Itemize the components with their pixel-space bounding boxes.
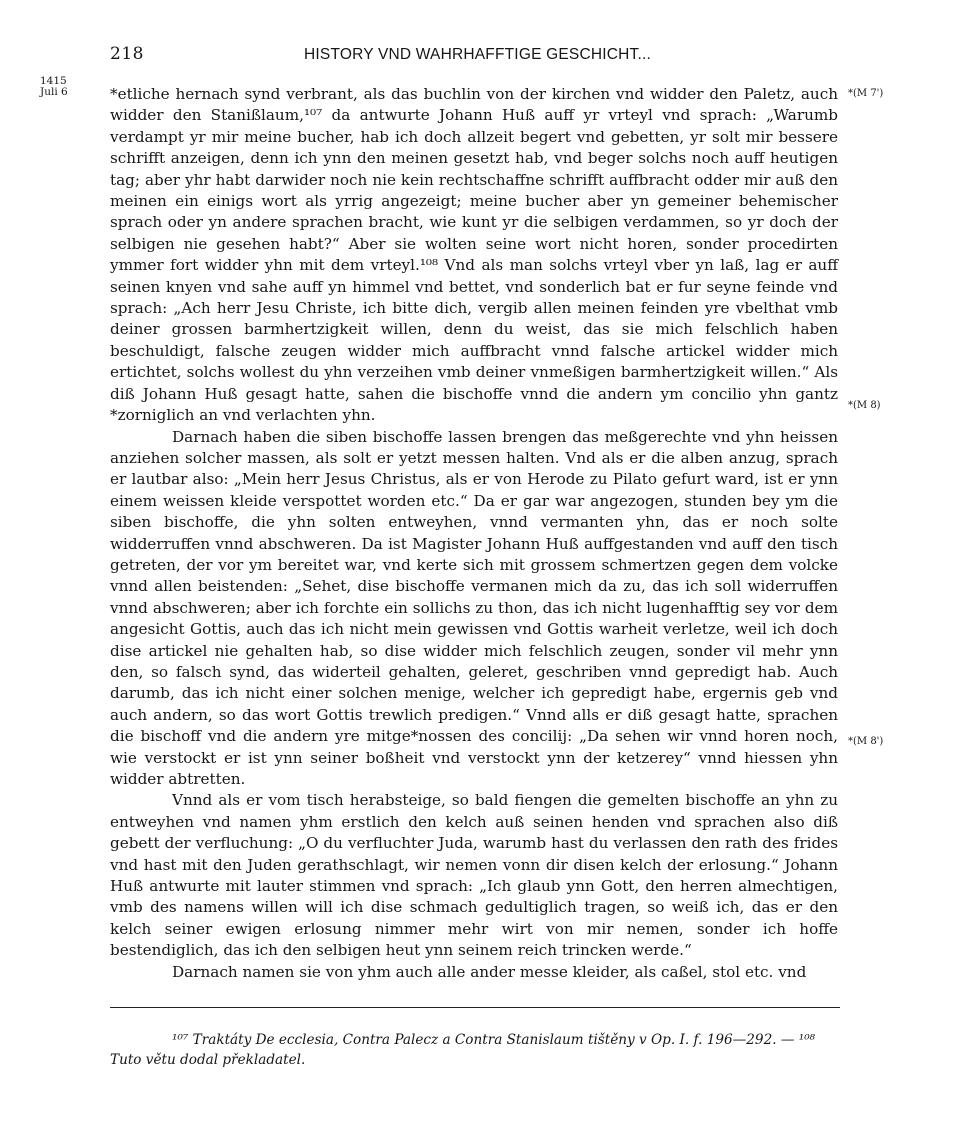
footnotes [110, 1030, 838, 1070]
margin-date-note [40, 76, 100, 98]
margin-reference: *(M 7') [848, 88, 884, 99]
running-header [110, 44, 830, 70]
margin-reference: *(M 8) [848, 400, 881, 411]
footnote-divider [110, 1007, 840, 1008]
main-text [110, 84, 838, 983]
margin-reference: *(M 8') [848, 736, 884, 747]
page-number: 218 [110, 44, 144, 64]
running-title: HISTORY VND WAHRHAFFTIGE GESCHICHT... [304, 46, 651, 63]
body-paragraph: Vnnd als er vom tisch herabsteige, so bald fiengen die gemelten bischoffe an yhn zu entweyhen vnd namen yhm erstlich den kelch auß seinen henden vnd sprachen also diß gebett der verfluchung: „O du verfluchter Juda, warumb hast du verlassen den rath des frides vnd hast mit den Juden gerathschlagt, wir nemen vonn dir disen kelch der erlosung.“ Johann Huß antwurte mit lauter stimmen vnd sprach: „Ich glaub ynn Gott, den herren almechtigen, vmb des namens willen will ich dise schmach gedultiglich tragen, so weiß ich, das er den kelch seiner ewigen erlosung nimmer mehr wirt von mir nemen, sonder ich hoffe bestendiglich, das ich den selbigen heut ynn seinem reich trincken werde.“ [110, 791, 838, 960]
margin-year: 1415 [40, 75, 67, 87]
body-paragraph: Darnach haben die siben bischoffe lassen brengen das meßgerechte vnd yhn heissen anziehen solcher massen, als solt er yetzt messen halten. Vnd als er die alben anzug, sprach er lautbar also: „Mein herr Jesus Christus, als er von Herode zu Pilato gefurt ward, ist er ynn einem weissen kleide verspottet worden etc.“ Da er gar war angezogen, stunden bey ym die siben bischoffe, die yhn solten entweyhen, vnnd vermanten yhn, das er noch solte widderruffen vnnd abschweren. Da ist Magister Johann Huß auffgestanden vnd auff den tisch getreten, der vor ym bereitet war, vnd kerte sich mit grossem schmertzen gegen dem volcke vnnd allen beistenden: „Sehet, dise bischoffe vermanen mich da zu, das ich soll widerruffen vnnd abschweren; aber ich forchte ein sollichs zu thon, das ich nicht lugenhafftig sey vor dem angesicht Gottis, auch das ich nicht mein gewissen vnd Gottis warheit verletze, weil ich doch dise artickel nie gehalten hab, so dise widder mich felschlich zeugen, sonder vil mehr ynn den, so falsch synd, das widerteil gehalten, geleret, geschriben vnnd gepredigt hab. Auch darumb, das ich nicht einer solchen menige, welcher ich gepredigt habe, ergernis geb vnd auch andern, so das wort Gottis trewlich predigen.“ Vnnd alls er diß gesagt hatte, sprachen die bischoff vnd die andern yre mitge*nossen des concilij: „Da sehen wir vnnd horen noch, wie verstockt er ist ynn seiner boßheit vnd verstockt ynn der ketzerey“ vnnd hiessen yhn widder abtretten. [110, 427, 838, 788]
margin-day: Juli 6 [40, 86, 68, 98]
body-paragraph: *etliche hernach synd verbrant, als das buchlin von der kirchen vnd widder den Paletz, auch widder den Stanißlaum,¹⁰⁷ da antwurte Johann Huß auff yr vrteyl vnd sprach: „Warumb verdampt yr mir meine bucher, hab ich doch allzeit begert vnd gebetten, yr solt mir bessere schrifft anzeigen, denn ich ynn den meinen gesetzt hab, vnd beger solchs noch auff heutigen tag; aber yhr habt darwider noch nie kein rechtschaffne schrifft auffbracht odder mir auß den meinen ein einigs wort als yrrig angezeigt; meine bucher aber yn gemeiner behemischer sprach oder yn andere sprachen bracht, wie kunt yr die selbigen verdammen, so yr doch der selbigen nie gesehen habt?“ Aber sie wolten seine wort nicht horen, sonder procedirten ymmer fort widder yhn mit dem vrteyl.¹⁰⁸ Vnd als man solchs vrteyl vber yn laß, lag er auff seinen knyen vnd sahe auff yn himmel vnd bettet, vnd sonderlich bat er fur seyne feinde vnd sprach: „Ach herr Jesu Christe, ich bitte dich, vergib allen meinen feinden yre vbelthat vmb deiner grossen barmhertzigkeit willen, denn du weist, das sie mich felschlich haben beschuldigt, falsche zeugen widder mich auffbracht vnnd falsche artickel widder mich ertichtet, solchs wollest du yhn verzeihen vmb deiner vnmeßigen barmhertzigkeit willen.“ Als diß Johann Huß gesagt hatte, sahen die bischoffe vnnd die andern ym concilio yhn gantz *zorniglich an vnd verlachten yhn. [110, 85, 838, 425]
body-paragraph: Darnach namen sie von yhm auch alle ander messe kleider, als caßel, stol etc. vnd [172, 962, 807, 981]
footnote: ¹⁰⁷ Traktáty De ecclesia, Contra Palecz a Contra Stanislaum tištěny v Op. I. f. 196—292. — ¹⁰⁸ Tuto větu dodal překladatel. [110, 1032, 816, 1068]
